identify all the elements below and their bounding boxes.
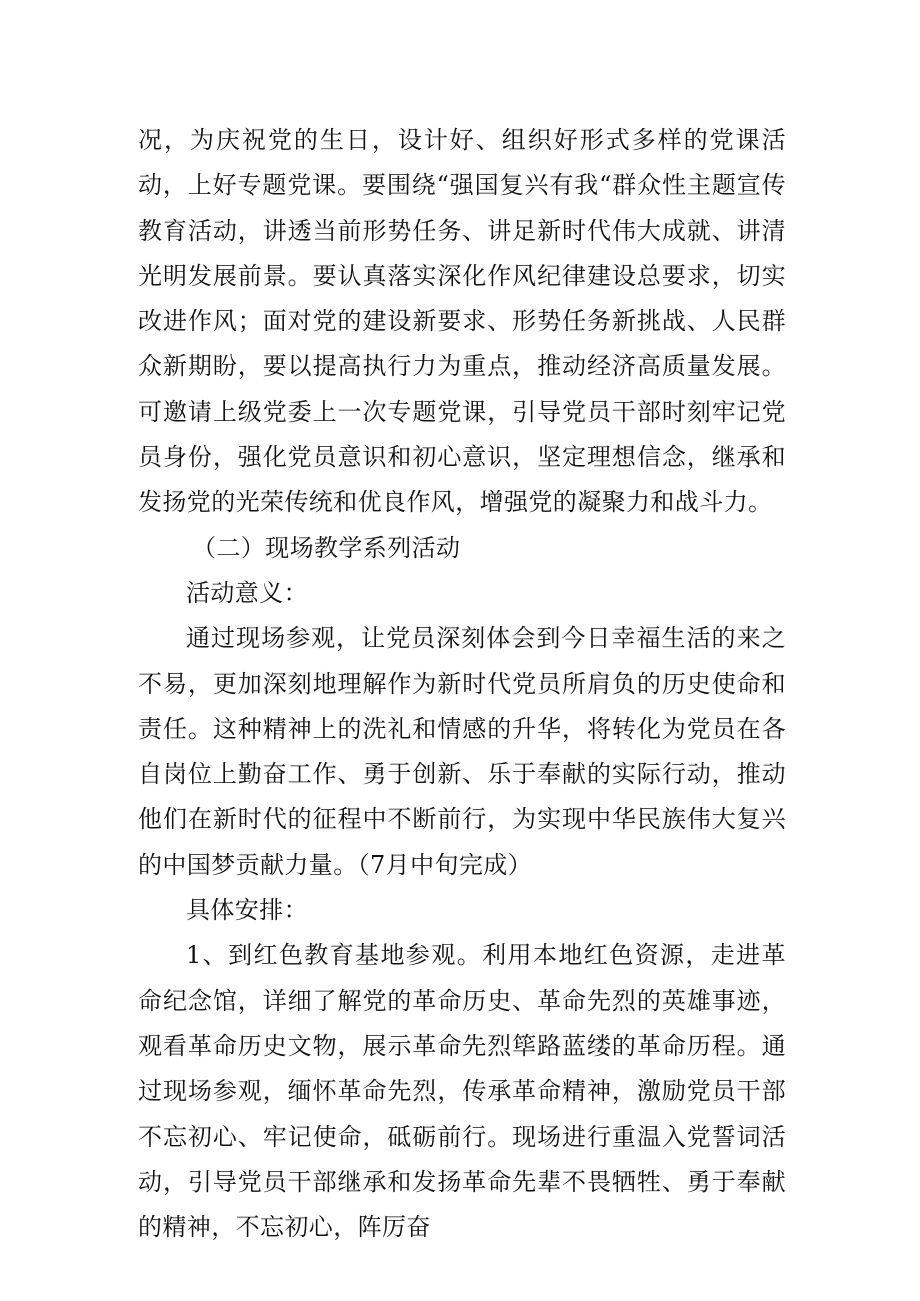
label-activity-significance: 活动意义： <box>186 578 308 607</box>
label-specific-arrangements: 具体安排： <box>186 896 308 925</box>
section-heading-onsite-teaching: （二）现场教学系列活动 <box>192 533 461 562</box>
document-body <box>138 118 786 1250</box>
paragraph-activity-significance: 通过现场参观，让党员深刻体会到今日幸福生活的来之不易，更加深刻地理解作为新时代党员所肩负的历史使命和责任。这种精神上的洗礼和情感的升华，将转化为党员在各自岗位上勤奋工作、勇于创新、乐于奉献的实际行动，推动他们在新时代的征程中不断前行，为实现中华民族伟大复兴的中国梦贡献力量。（7月中旬完成） <box>138 624 786 879</box>
paragraph-arrangement-1: 1、到红色教育基地参观。利用本地红色资源，走进革命纪念馆，详细了解党的革命历史、革命先烈的英雄事迹，观看革命历史文物，展示革命先烈筚路蓝缕的革命历程。通过现场参观，缅怀革命先烈，传承革命精神，激励党员干部不忘初心、牢记使命，砥砺前行。现场进行重温入党誓词活动，引导党员干部继承和发扬革命先辈不畏牺牲、勇于奉献的精神，不忘初心，阵厉奋 <box>138 941 786 1242</box>
paragraph-party-lecture: 况，为庆祝党的生日，设计好、组织好形式多样的党课活动，上好专题党课。要围绕“强国复兴有我“群众性主题宣传教育活动，讲透当前形势任务、讲足新时代伟大成就、讲清光明发展前景。要认真落实深化作风纪律建设总要求，切实改进作风；面对党的建设新要求、形势任务新挑战、人民群众新期盼，要以提高执行力为重点，推动经济高质量发展。可邀请上级党委上一次专题党课，引导党员干部时刻牢记党员身份，强化党员意识和初心意识，坚定理想信念，继承和发扬党的光荣传统和优良作风，增强党的凝聚力和战斗力。 <box>138 126 786 517</box>
